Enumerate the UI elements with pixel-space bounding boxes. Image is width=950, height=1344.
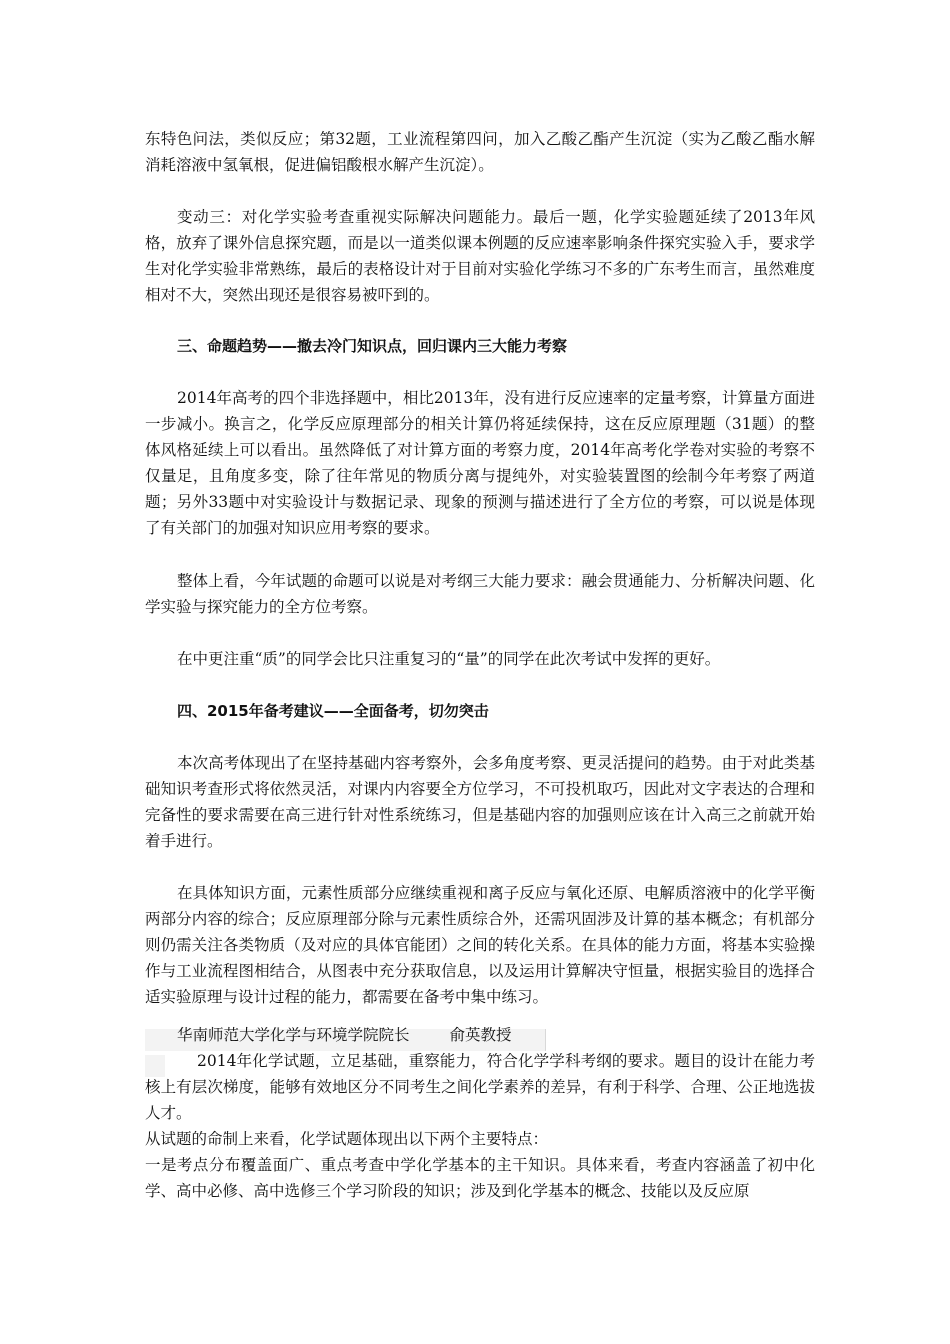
section-heading-three: 三、命题趋势——撤去冷门知识点，回归课内三大能力考察	[177, 337, 568, 355]
author-organization: 华南师范大学化学与环境学院院长	[177, 1026, 410, 1044]
paragraph-assessment: 2014年化学试题，立足基础，重察能力，符合化学学科考纲的要求。题目的设计在能力考核上有层次梯度，能够有效地区分不同考生之间化学素养的差异，有利于科学、合理、公正地选拔人才。	[145, 1052, 815, 1122]
paragraph-trend: 2014年高考的四个非选择题中，相比2013年，没有进行反应速率的定量考察，计算量方面进一步减小。换言之，化学反应原理部分的相关计算仍将延续保持，这在反应原理题（31题）的整体风格延续上可以看出。虽然降低了对计算方面的考察力度，2014年高考化学卷对实验的考察不仅量足，且角度多变，除了往年常见的物质分离与提纯外，对实验装置图的绘制今年考察了两道题；另外33题中对实验设计与数据记录、现象的预测与描述进行了全方位的考察，可以说是体现了有关部门的加强对知识应用考察的要求。	[145, 389, 815, 537]
paragraph-knowledge: 在具体知识方面，元素性质部分应继续重视和离子反应与氧化还原、电解质溶液中的化学平衡两部分内容的综合；反应原理部分除与元素性质综合外，还需巩固涉及计算的基本概念；有机部分则仍需关注各类物质（及对应的具体官能团）之间的转化关系。在具体的能力方面，将基本实验操作与工业流程图相结合，从图表中充分获取信息，以及运用计算解决守恒量，根据实验目的选择合适实验原理与设计过程的能力，都需要在备考中集中练习。	[145, 884, 815, 1006]
paragraph-features-intro: 从试题的命制上来看，化学试题体现出以下两个主要特点：	[145, 1130, 549, 1148]
paragraph-feature-one: 一是考点分布覆盖面广、重点考查中学化学基本的主干知识。具体来看，考查内容涵盖了初中化学、高中必修、高中选修三个学习阶段的知识；涉及到化学基本的概念、技能以及反应原	[145, 1156, 815, 1200]
paragraph-continuation: 东特色问法，类似反应；第32题，工业流程第四问，加入乙酸乙酯产生沉淀（实为乙酸乙酯水解消耗溶液中氢氧根，促进偏铝酸根水解产生沉淀）。	[145, 130, 815, 174]
paragraph-overall: 整体上看，今年试题的命题可以说是对考纲三大能力要求：融会贯通能力、分析解决问题、化学实验与探究能力的全方位考察。	[145, 572, 815, 616]
paragraph-change-three: 变动三：对化学实验考查重视实际解决问题能力。最后一题，化学实验题延续了2013年风格，放弃了课外信息探究题，而是以一道类似课本例题的反应速率影响条件探究实验入手，要求学生对化学实验非常熟练，最后的表格设计对于目前对实验化学练习不多的广东考生而言，虽然难度相对不大，突然出现还是很容易被吓到的。	[145, 208, 815, 304]
paragraph-suggestion: 本次高考体现出了在坚持基础内容考察外，会多角度考察、更灵活提问的趋势。由于对此类基础知识考查形式将依然灵活，对课内内容要全方位学习，不可投机取巧，因此对文字表达的合理和完备性的要求需要在高三进行针对性系统练习，但是基础内容的加强则应该在计入高三之前就开始着手进行。	[145, 754, 815, 850]
author-line	[177, 1022, 512, 1048]
section-heading-four: 四、2015年备考建议——全面备考，切勿突击	[177, 702, 489, 720]
author-name: 俞英教授	[449, 1026, 512, 1044]
paragraph-quality: 在中更注重“质”的同学会比只注重复习的“量”的同学在此次考试中发挥的更好。	[177, 650, 721, 668]
